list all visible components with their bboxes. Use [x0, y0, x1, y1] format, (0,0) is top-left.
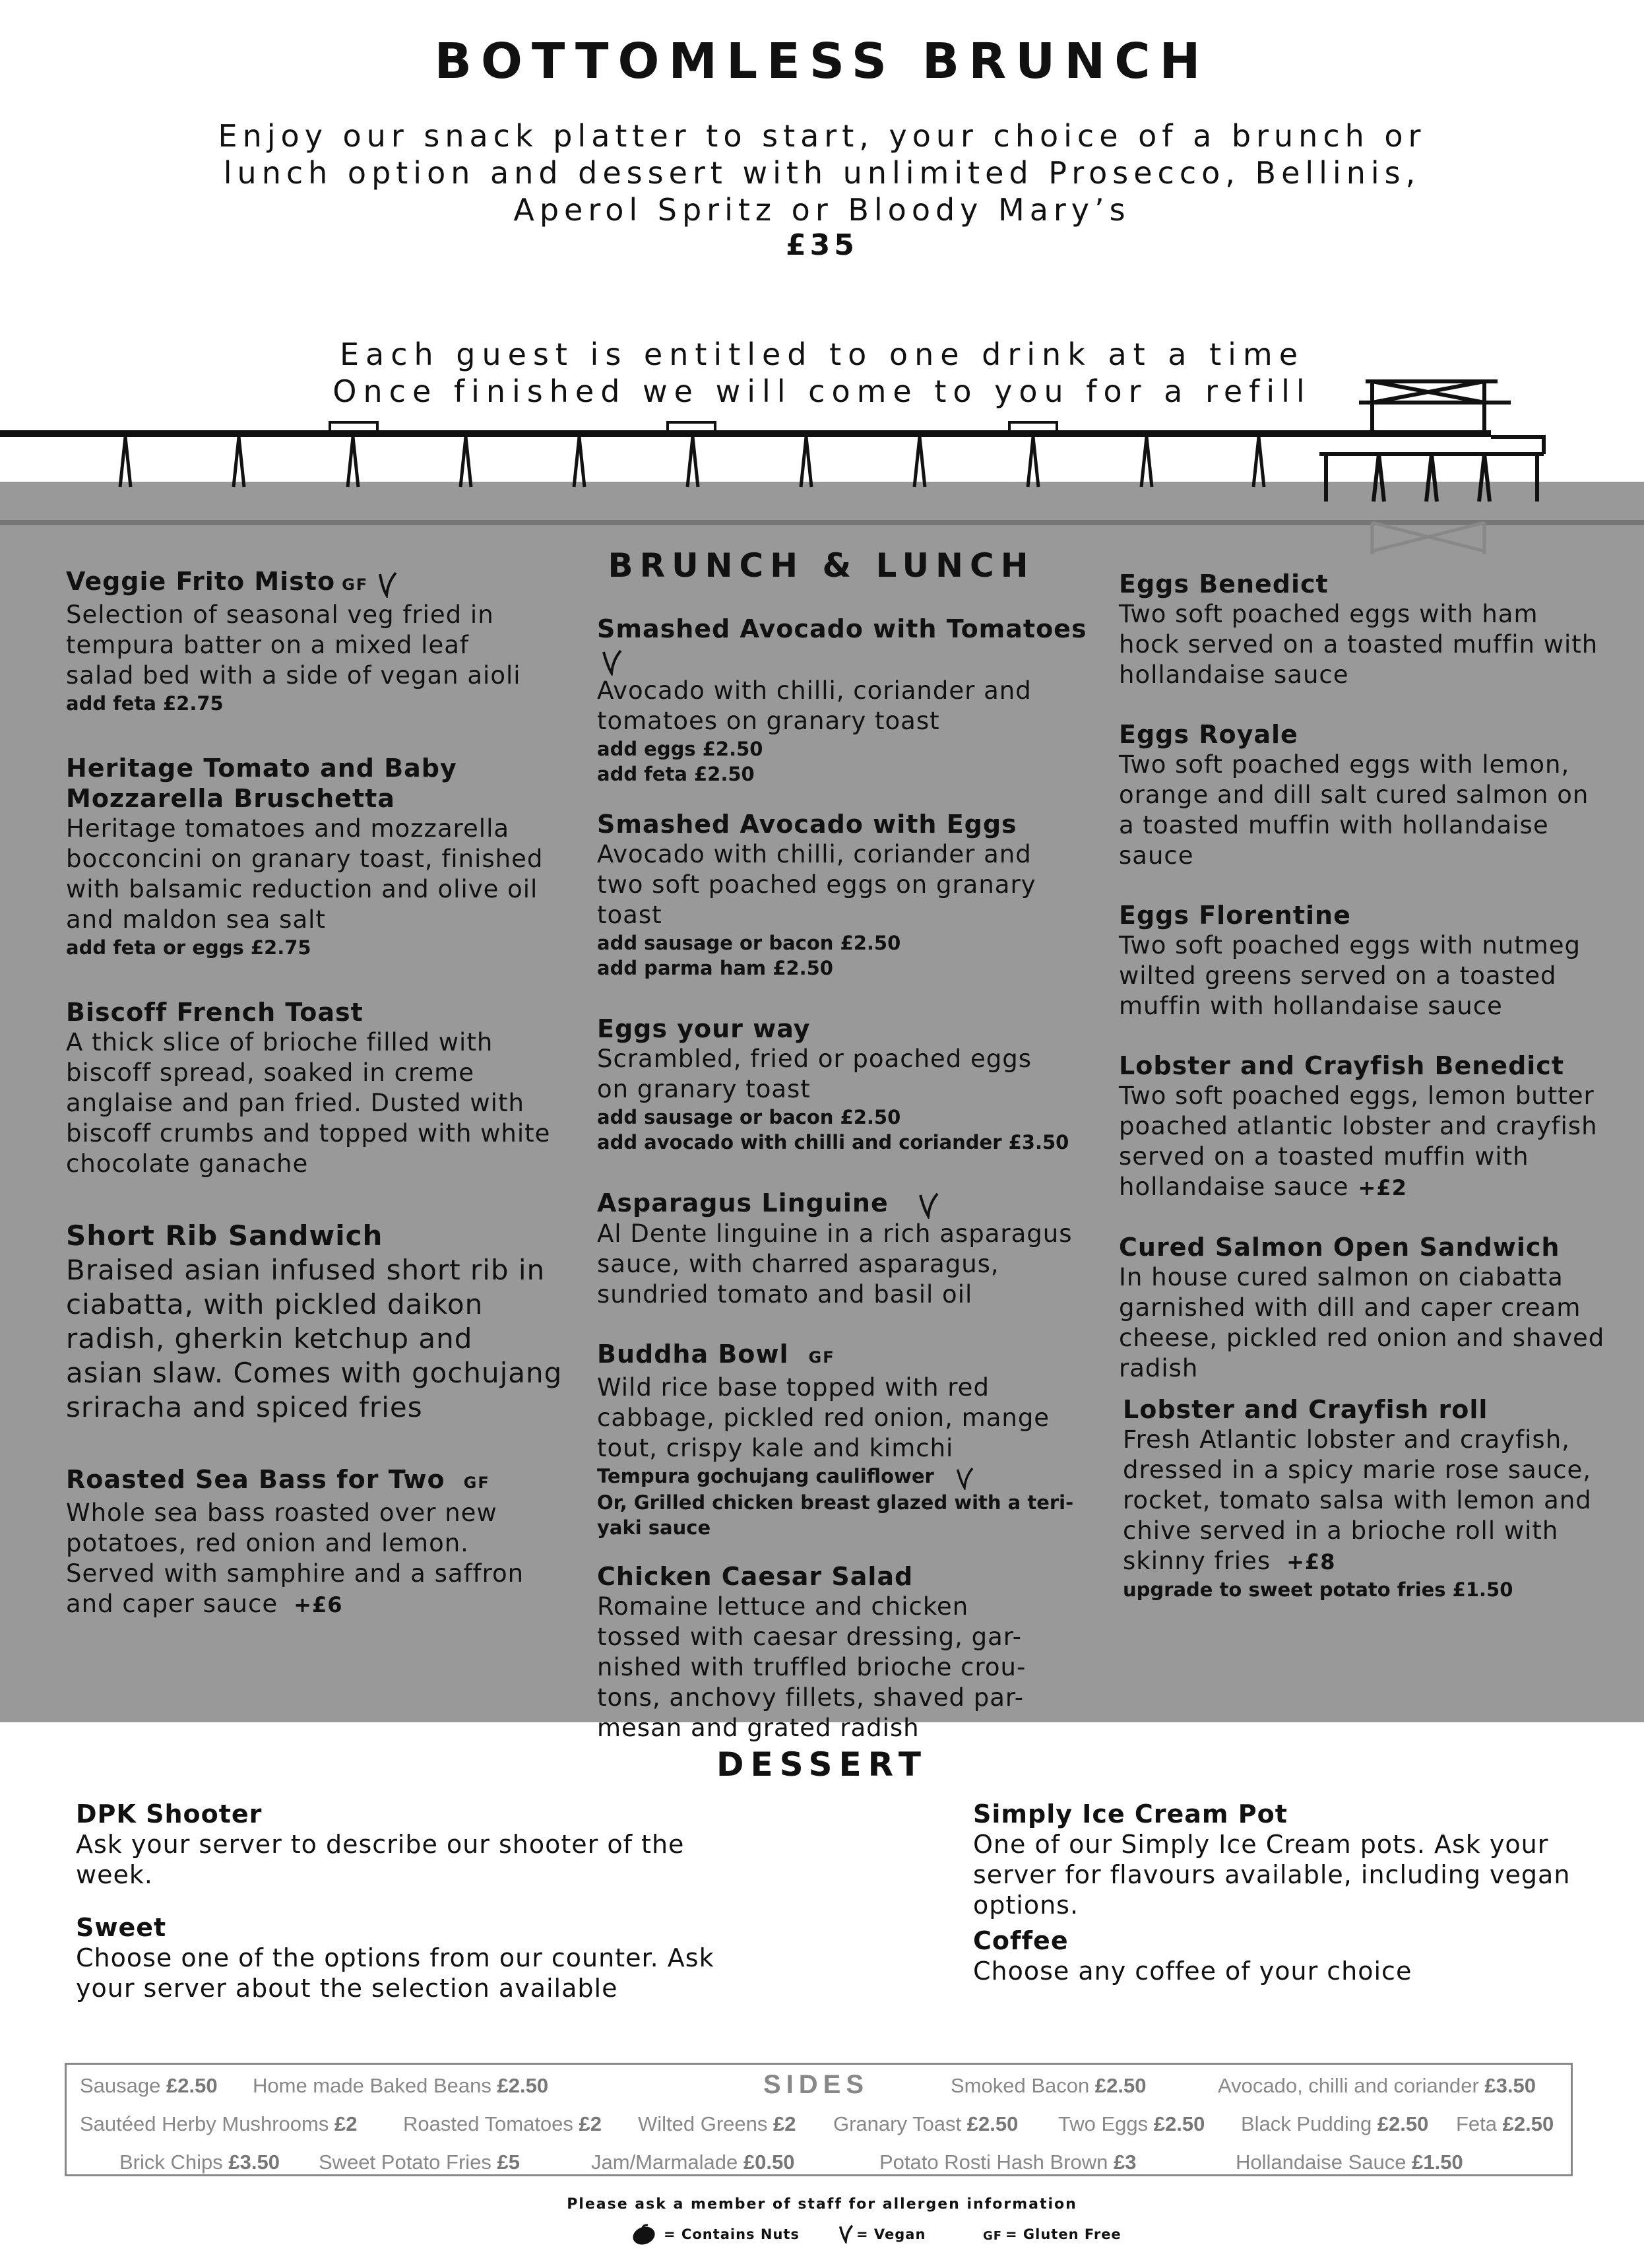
- side-item: [1058, 2112, 1205, 2136]
- key-vegan-label: = Vegan: [856, 2226, 926, 2242]
- menu-item-roasted-sea-bass: [66, 1464, 567, 1620]
- item-desc-line: Whole sea bass roasted over new: [66, 1499, 497, 1527]
- item-desc-line: tout, crispy kale and kimchi: [597, 1434, 954, 1462]
- menu-item-short-rib-sandwich: [66, 1219, 567, 1425]
- intro-line-2: lunch option and dessert with unlimited Prosecco, Bellinis,: [223, 155, 1421, 191]
- brunch-lunch-heading: BRUNCH & LUNCH: [608, 546, 1035, 585]
- item-desc-line: Avocado with chilli, coriander and: [597, 839, 1032, 868]
- item-desc-line: with balsamic reduction and olive oil: [66, 875, 538, 903]
- menu-item-smashed-avocado-tomatoes: [597, 614, 1098, 787]
- item-desc-line: sauce, with charred asparagus,: [597, 1250, 999, 1278]
- gluten-free-badge: GF: [808, 1348, 835, 1367]
- item-desc-line: Selection of seasonal veg fried in: [66, 600, 494, 629]
- item-desc-line: biscoff crumbs and topped with white: [66, 1119, 551, 1148]
- item-desc-line: tempura batter on a mixed leaf: [66, 631, 469, 659]
- item-name-line: Heritage Tomato and Baby: [66, 754, 457, 783]
- item-desc-line: cabbage, pickled red onion, mange: [597, 1404, 1050, 1432]
- menu-item-cured-salmon-sandwich: [1119, 1232, 1620, 1384]
- item-surcharge: +£6: [294, 1592, 343, 1617]
- item-name: Lobster and Crayfish roll: [1123, 1395, 1488, 1424]
- item-name: Eggs your way: [597, 1014, 811, 1043]
- side-price: £2: [773, 2112, 796, 2135]
- item-desc-line: ciabatta, with pickled daikon: [66, 1288, 484, 1320]
- pier-illustration: [0, 370, 1644, 554]
- item-desc-line: tons, anchovy fillets, shaved par-: [597, 1683, 1025, 1712]
- item-desc-line: radish, gherkin ketchup and: [66, 1322, 473, 1355]
- side-name: Jam/Marmalade: [591, 2151, 738, 2174]
- side-name: Potato Rosti Hash Brown: [879, 2151, 1108, 2174]
- item-desc-line: rocket, tomato salsa with lemon and: [1123, 1486, 1592, 1514]
- item-addon: add sausage or bacon £2.50: [597, 1105, 901, 1128]
- item-desc-line: hollandaise sauce: [1119, 661, 1349, 689]
- menu-item-lobster-crayfish-benedict: [1119, 1051, 1620, 1203]
- intro-line-3: Aperol Spritz or Bloody Mary’s: [513, 192, 1131, 228]
- item-surcharge: +£2: [1358, 1175, 1407, 1200]
- side-price: £3: [1113, 2151, 1137, 2174]
- item-name: Biscoff French Toast: [66, 998, 364, 1027]
- side-name: Wilted Greens: [638, 2112, 768, 2135]
- key-nuts-label: = Contains Nuts: [664, 2226, 800, 2242]
- item-name: Eggs Florentine: [1119, 901, 1351, 930]
- item-name: Chicken Caesar Salad: [597, 1562, 914, 1591]
- guest-note-1: Each guest is entitled to one drink at a time: [339, 337, 1305, 372]
- item-desc-line: Served with samphire and a saffron: [66, 1559, 524, 1588]
- item-name: Coffee: [973, 1926, 1069, 1955]
- item-name: Asparagus Linguine: [597, 1188, 889, 1217]
- left-menu-column: [66, 566, 567, 1620]
- item-desc-line: mesan and grated radish: [597, 1714, 920, 1742]
- item-desc-line: and caper sauce: [66, 1590, 278, 1618]
- side-item: [638, 2112, 796, 2136]
- menu-item-heritage-bruschetta: [66, 753, 567, 960]
- item-desc-line: options.: [973, 1891, 1079, 1920]
- menu-item-eggs-your-way: [597, 1014, 1098, 1155]
- side-item: [80, 2112, 357, 2136]
- dessert-right-column: [973, 1799, 1606, 1986]
- dessert-item-sweet: [76, 1912, 802, 2003]
- side-item: [833, 2112, 1018, 2136]
- item-desc-line: One of our Simply Ice Cream pots. Ask your: [973, 1830, 1549, 1859]
- item-desc-line: Ask your server to describe our shooter of the: [76, 1830, 685, 1859]
- item-desc-line: tossed with caesar dressing, gar-: [597, 1623, 1022, 1651]
- right-menu-column: [1119, 569, 1620, 1602]
- guest-note-2: Once finished we will come to you for a refill: [332, 373, 1312, 409]
- item-desc-line: Fresh Atlantic lobster and crayfish,: [1123, 1425, 1570, 1454]
- item-addon: add feta or eggs £2.75: [66, 936, 311, 959]
- item-desc-line: orange and dill salt cured salmon on: [1119, 781, 1589, 809]
- side-name: Sautéed Herby Mushrooms: [80, 2112, 329, 2135]
- item-addon: add feta £2.50: [597, 762, 755, 785]
- dessert-item-coffee: [973, 1926, 1606, 1986]
- side-item: [1456, 2112, 1554, 2136]
- item-desc-line: sundried tomato and basil oil: [597, 1280, 973, 1309]
- dessert-left-column: [76, 1799, 802, 2003]
- side-item: [119, 2151, 280, 2174]
- item-desc-line: tomatoes on granary toast: [597, 706, 940, 735]
- item-addon: add sausage or bacon £2.50: [597, 931, 901, 954]
- item-desc-line: nished with truffled brioche crou-: [597, 1653, 1027, 1681]
- item-desc-line: Heritage tomatoes and mozzarella: [66, 814, 510, 843]
- item-desc-line: a toasted muffin with hollandaise: [1119, 811, 1549, 839]
- menu-item-veggie-frito-misto: [66, 566, 567, 716]
- sides-heading: SIDES: [763, 2070, 869, 2099]
- menu-item-eggs-florentine: [1119, 900, 1620, 1021]
- item-desc-line: A thick slice of brioche filled with: [66, 1028, 493, 1056]
- item-desc-line: poached atlantic lobster and crayfish: [1119, 1112, 1598, 1140]
- side-item: [951, 2074, 1146, 2098]
- menu-item-lobster-crayfish-roll: [1123, 1394, 1620, 1602]
- item-desc-line: Choose any coffee of your choice: [973, 1957, 1412, 1986]
- side-item: [403, 2112, 602, 2136]
- side-price: £2.50: [966, 2112, 1019, 2135]
- item-desc-line: skinny fries: [1123, 1547, 1271, 1575]
- side-name: Sweet Potato Fries: [319, 2151, 491, 2174]
- dessert-heading: DESSERT: [716, 1745, 928, 1784]
- side-price: £2: [334, 2112, 358, 2135]
- item-desc-line: hock served on a toasted muffin with: [1119, 630, 1598, 659]
- item-desc-line: Two soft poached eggs, lemon butter: [1119, 1082, 1595, 1110]
- menu-item-chicken-caesar-salad: [597, 1561, 1098, 1743]
- item-desc-line: Two soft poached eggs with lemon,: [1119, 750, 1570, 779]
- item-desc-line: sauce: [1119, 841, 1194, 870]
- item-name-line: Mozzarella Bruschetta: [66, 784, 395, 813]
- item-addon: upgrade to sweet potato fries £1.50: [1123, 1578, 1513, 1601]
- item-name: Short Rib Sandwich: [66, 1219, 383, 1252]
- side-price: £2: [579, 2112, 602, 2135]
- item-desc-line: salad bed with a side of vegan aioli: [66, 661, 521, 690]
- item-desc-line: asian slaw. Comes with gochujang: [66, 1357, 563, 1389]
- menu-item-eggs-royale: [1119, 719, 1620, 871]
- item-desc-line: wilted greens served on a toasted: [1119, 961, 1557, 990]
- side-price: £2.50: [1153, 2112, 1205, 2135]
- side-name: Brick Chips: [119, 2151, 223, 2174]
- menu-item-smashed-avocado-eggs: [597, 809, 1098, 981]
- item-name: Smashed Avocado with Eggs: [597, 809, 1017, 839]
- menu-item-biscoff-french-toast: [66, 997, 567, 1179]
- item-desc-line: chocolate ganache: [66, 1150, 309, 1178]
- side-name: Black Pudding: [1241, 2112, 1372, 2135]
- side-price: £2.50: [497, 2074, 549, 2097]
- item-desc-line: your server about the selection available: [76, 1974, 618, 2003]
- item-addon: yaki sauce: [597, 1516, 711, 1539]
- key-gf-symbol: GF: [983, 2229, 1003, 2243]
- side-price: £2.50: [1094, 2074, 1147, 2097]
- item-desc-line: Avocado with chilli, coriander and: [597, 676, 1032, 705]
- key-gf-label: = Gluten Free: [1005, 2226, 1122, 2242]
- dessert-item-ice-cream-pot: [973, 1799, 1606, 1920]
- side-name: Avocado, chilli and coriander: [1218, 2074, 1479, 2097]
- side-price: £3.50: [1484, 2074, 1536, 2097]
- item-desc-line: served on a toasted muffin with: [1119, 1142, 1529, 1171]
- vegan-leaf-icon: [598, 647, 625, 676]
- item-desc-line: Wild rice base topped with red: [597, 1373, 990, 1402]
- side-name: Sausage: [80, 2074, 161, 2097]
- side-item: [1241, 2112, 1428, 2136]
- item-addon: Or, Grilled chicken breast glazed with a teri-: [597, 1491, 1074, 1514]
- item-addon: add eggs £2.50: [597, 737, 763, 760]
- item-desc-line: Braised asian infused short rib in: [66, 1254, 546, 1286]
- item-name: Lobster and Crayfish Benedict: [1119, 1051, 1564, 1080]
- side-price: £3.50: [228, 2151, 280, 2174]
- item-addon: Tempura gochujang cauliflower: [597, 1465, 934, 1487]
- side-price: £0.50: [743, 2151, 795, 2174]
- item-desc-line: hollandaise sauce: [1119, 1173, 1349, 1201]
- side-price: £2.50: [1502, 2112, 1554, 2135]
- item-desc-line: and maldon sea salt: [66, 905, 326, 934]
- gluten-free-badge: GF: [342, 575, 369, 594]
- item-desc-line: sriracha and spiced fries: [66, 1391, 423, 1423]
- vegan-leaf-icon: [373, 569, 400, 598]
- item-desc-line: In house cured salmon on ciabatta: [1119, 1263, 1564, 1291]
- vegan-leaf-icon: [953, 1465, 976, 1490]
- item-desc-line: anglaise and pan fried. Dusted with: [66, 1089, 524, 1117]
- item-addon: add avocado with chilli and coriander £3.50: [597, 1130, 1069, 1153]
- side-item: [1218, 2074, 1536, 2098]
- item-desc-line: Scrambled, fried or poached eggs: [597, 1044, 1032, 1073]
- menu-title: BOTTOMLESS BRUNCH: [434, 33, 1210, 90]
- item-desc-line: toast: [597, 900, 662, 929]
- item-name: Eggs Benedict: [1119, 569, 1329, 599]
- side-name: Roasted Tomatoes: [403, 2112, 573, 2135]
- side-name: Feta: [1456, 2112, 1498, 2135]
- side-item: [879, 2151, 1136, 2174]
- item-name: Buddha Bowl: [597, 1340, 789, 1369]
- item-desc-line: Choose one of the options from our counter. Ask: [76, 1943, 714, 1972]
- menu-item-eggs-benedict: [1119, 569, 1620, 690]
- item-desc-line: Two soft poached eggs with ham: [1119, 600, 1538, 628]
- item-desc-line: two soft poached eggs on granary: [597, 870, 1036, 899]
- item-desc-line: week.: [76, 1860, 153, 1889]
- dessert-item-dpk-shooter: [76, 1799, 802, 1890]
- item-name: Smashed Avocado with Tomatoes: [597, 614, 1087, 643]
- item-name: Sweet: [76, 1913, 167, 1942]
- intro-line-1: Enjoy our snack platter to start, your choice of a brunch or: [218, 118, 1426, 154]
- item-desc-line: radish: [1119, 1354, 1199, 1382]
- item-desc-line: bocconcini on granary toast, finished: [66, 845, 544, 873]
- gluten-free-badge: GF: [463, 1474, 490, 1492]
- item-surcharge: +£8: [1286, 1549, 1336, 1574]
- menu-item-asparagus-linguine: [597, 1188, 1098, 1311]
- item-desc-line: Two soft poached eggs with nutmeg: [1119, 931, 1581, 959]
- item-name: Simply Ice Cream Pot: [973, 1799, 1288, 1829]
- item-name: Roasted Sea Bass for Two: [66, 1465, 445, 1494]
- item-desc-line: cheese, pickled red onion and shaved: [1119, 1324, 1605, 1352]
- item-addon: add feta £2.75: [66, 692, 224, 715]
- sides-box: [65, 2063, 1573, 2176]
- vegan-leaf-icon: [915, 1190, 941, 1219]
- vegan-leaf-icon: [837, 2222, 855, 2244]
- item-desc-line: potatoes, red onion and lemon.: [66, 1529, 469, 1557]
- side-item: [80, 2074, 218, 2098]
- allergen-note: Please ask a member of staff for allergen information: [567, 2196, 1077, 2213]
- side-name: Granary Toast: [833, 2112, 962, 2135]
- brunch-price: £35: [786, 228, 858, 262]
- side-item: [253, 2074, 548, 2098]
- item-addon: add parma ham £2.50: [597, 956, 833, 979]
- side-name: Home made Baked Beans: [253, 2074, 491, 2097]
- side-item: [591, 2151, 794, 2174]
- item-name: DPK Shooter: [76, 1799, 263, 1829]
- menu-item-buddha-bowl: [597, 1339, 1098, 1540]
- nut-icon: [631, 2224, 657, 2246]
- item-desc-line: garnished with dill and caper cream: [1119, 1293, 1581, 1322]
- side-price: £2.50: [166, 2074, 218, 2097]
- side-item: [319, 2151, 520, 2174]
- item-desc-line: biscoff spread, soaked in creme: [66, 1058, 474, 1087]
- item-desc-line: Romaine lettuce and chicken: [597, 1592, 969, 1621]
- item-desc-line: muffin with hollandaise sauce: [1119, 992, 1503, 1020]
- side-name: Hollandaise Sauce: [1236, 2151, 1407, 2174]
- item-desc-line: dressed in a spicy marie rose sauce,: [1123, 1456, 1592, 1484]
- side-item: [1236, 2151, 1463, 2174]
- side-name: Smoked Bacon: [951, 2074, 1090, 2097]
- item-name: Eggs Royale: [1119, 720, 1298, 749]
- item-desc-line: Al Dente linguine in a rich asparagus: [597, 1219, 1073, 1248]
- side-name: Two Eggs: [1058, 2112, 1149, 2135]
- side-price: £2.50: [1377, 2112, 1429, 2135]
- item-desc-line: server for flavours available, including vegan: [973, 1860, 1571, 1889]
- middle-menu-column: [597, 614, 1098, 1743]
- item-desc-line: chive served in a brioche roll with: [1123, 1516, 1559, 1545]
- item-name: Veggie Frito Misto: [66, 567, 336, 596]
- side-price: £5: [497, 2151, 521, 2174]
- side-price: £1.50: [1412, 2151, 1463, 2174]
- item-name: Cured Salmon Open Sandwich: [1119, 1233, 1560, 1262]
- item-desc-line: on granary toast: [597, 1074, 811, 1103]
